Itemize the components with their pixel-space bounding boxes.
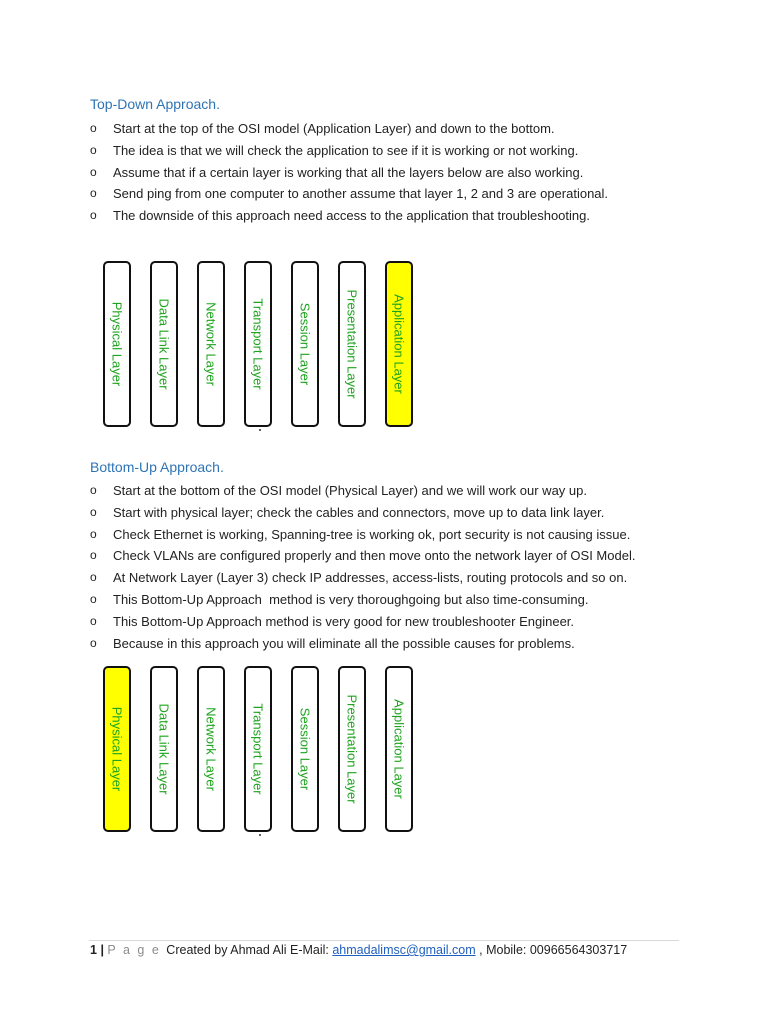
bullet-text: Assume that if a certain layer is working that all the layers below are also working. (113, 164, 584, 180)
bullet-text: This Bottom-Up Approach method is very good for new troubleshooter Engineer. (113, 613, 575, 629)
list-item (90, 162, 730, 184)
bullet-text: Check VLANs are configured properly and then move onto the network layer of OSI Model. (113, 548, 636, 564)
list-item (90, 524, 730, 546)
bottom-up-heading: Bottom-Up Approach. (90, 459, 224, 475)
bullet-mark: o (90, 635, 97, 650)
bullet-mark: o (90, 164, 97, 179)
layer-label: Session Layer (297, 707, 313, 791)
list-item (90, 480, 730, 502)
bullet-mark: o (90, 121, 97, 135)
bottom-up-bullet-list (90, 480, 730, 654)
bullet-text: Start with physical layer; check the cables and connectors, move up to data link layer. (113, 504, 605, 520)
layer-box-presentation (338, 261, 366, 427)
bullet-mark: o (90, 526, 97, 541)
page-number: 1 (90, 943, 97, 957)
top-down-bullet-list (90, 118, 730, 227)
bullet-mark: o (90, 483, 97, 497)
list-item (90, 118, 730, 140)
bullet-text: Start at the bottom of the OSI model (Physical Layer) and we will work our way up. (113, 483, 587, 498)
layer-label: Application Layer (391, 699, 407, 799)
email-link[interactable]: ahmadalimsc@gmail.com (332, 943, 476, 957)
bullet-text: Because in this approach you will eliminate all the possible causes for problems. (113, 635, 575, 651)
list-item (90, 589, 730, 611)
layer-label: Application Layer (391, 294, 407, 394)
layer-label: Data Link Layer (156, 703, 172, 795)
list-item (90, 633, 730, 655)
bullet-text: Start at the top of the OSI model (Application Layer) and down to the bottom. (113, 121, 555, 136)
list-item (90, 183, 730, 205)
bullet-text: The downside of this approach need access to the application that troubleshooting. (113, 208, 590, 224)
bullet-text: This Bottom-Up Approach method is very thoroughgoing but also time-consuming. (113, 591, 589, 607)
page-word: P a g e (107, 943, 161, 957)
layer-label: Network Layer (203, 302, 219, 386)
page-footer (90, 943, 627, 957)
layer-box-session (291, 261, 319, 427)
layer-label: Session Layer (297, 302, 313, 386)
bullet-text: Send ping from one computer to another assume that layer 1, 2 and 3 are operational. (113, 186, 609, 202)
footer-credit: Created by Ahmad Ali E-Mail: (166, 943, 329, 957)
bullet-text: Check Ethernet is working, Spanning-tree is working ok, port security is not causing issue. (113, 526, 631, 542)
stray-dot (259, 429, 261, 431)
footer-separator: | (100, 943, 104, 957)
layer-label: Physical Layer (109, 301, 125, 387)
bullet-mark: o (90, 591, 97, 606)
list-item (90, 567, 730, 589)
footer-mobile: , Mobile: 00966564303717 (479, 943, 628, 957)
bullet-mark: o (90, 548, 97, 563)
bullet-text: At Network Layer (Layer 3) check IP addresses, access-lists, routing protocols and so on. (113, 570, 628, 586)
list-item (90, 502, 730, 524)
layer-box-physical (103, 261, 131, 427)
layer-box-application (385, 666, 413, 832)
bullet-mark: o (90, 504, 97, 519)
layer-box-physical-highlighted (103, 666, 131, 832)
layer-box-application-highlighted (385, 261, 413, 427)
top-down-heading: Top-Down Approach. (90, 96, 220, 112)
list-item (90, 205, 730, 227)
footer-divider (89, 940, 679, 941)
bullet-text: The idea is that we will check the application to see if it is working or not working. (113, 142, 579, 158)
list-item (90, 611, 730, 633)
layer-box-presentation (338, 666, 366, 832)
list-item (90, 140, 730, 162)
layer-label: Physical Layer (109, 706, 125, 792)
bullet-mark: o (90, 186, 97, 201)
list-item (90, 545, 730, 567)
layer-label: Transport Layer (250, 703, 266, 795)
layer-label: Data Link Layer (156, 298, 172, 390)
bullet-mark: o (90, 208, 97, 223)
layer-box-network (197, 261, 225, 427)
bullet-mark: o (90, 613, 97, 628)
layer-label: Presentation Layer (344, 289, 360, 399)
layer-label: Network Layer (203, 707, 219, 791)
layer-box-network (197, 666, 225, 832)
layer-label: Transport Layer (250, 298, 266, 390)
layer-box-transport (244, 261, 272, 427)
bullet-mark: o (90, 570, 97, 585)
layer-label: Presentation Layer (344, 694, 360, 804)
bullet-mark: o (90, 142, 97, 157)
layer-box-data-link (150, 261, 178, 427)
layer-box-data-link (150, 666, 178, 832)
layer-box-transport (244, 666, 272, 832)
stray-dot (259, 834, 261, 836)
layer-box-session (291, 666, 319, 832)
